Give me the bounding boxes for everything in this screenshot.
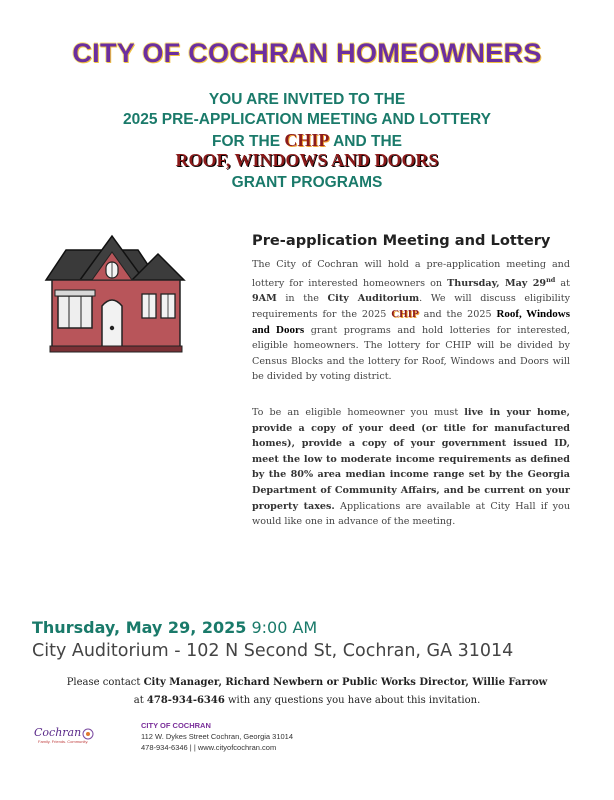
p1-chip: CHIP [391,307,419,320]
contact-text-d: with any questions you have about this invitation. [224,695,481,706]
footer-info [141,720,293,753]
contact-phone: 478-934-6346 [146,695,225,706]
section-title: Pre-application Meeting and Lottery [252,232,551,249]
p2-text-c: Applications are available at City Hall if you would like one in advance of the meeting. [252,500,570,528]
paragraph-eligibility [252,405,570,530]
invite-line-3 [0,130,614,152]
contact-names: City Manager, Richard Newbern or Public Works Director, Willie Farrow [143,677,548,688]
p1-text-d: . We will discuss eligibility requirements for the 2025 [252,293,571,320]
p2-text-a: To be an eligible homeowner you must [252,407,465,418]
chip-label: CHIP [284,130,330,150]
p1-place: City Auditorium [327,293,420,305]
p1-time: 9AM [252,293,277,305]
p1-date-suffix: nd [546,275,556,284]
p2-requirements: live in your home, provide a copy of your deed (or title for manufactured homes), provide a copy of your government issued ID, meet the low to moderate income requirements as defined by the 80% area median income range set by the Georgia Department of Community Affairs, and be current on your property taxes. [252,407,570,512]
contact-line-2 [0,692,614,709]
logo-tagline: Family. Friends. Community. [38,739,89,744]
p1-text-a: The City of Cochran will hold a pre-application meeting and lottery for interested homeowners on [252,259,570,289]
invite-line-1: YOU ARE INVITED TO THE [208,91,406,108]
footer-address: 112 W. Dykes Street Cochran, Georgia 31014 [141,732,294,741]
page-title: CITY OF COCHRAN HOMEOWNERS [72,38,542,68]
contact-text-a: Please contact [66,677,144,688]
invite-line-3-post: AND THE [329,133,402,150]
p1-text-f: grant programs and hold lotteries for interested, eligible homeowners. The lottery for CHIP will be divided by Census Blocks and the lottery for Roof, Windows and Doors will be divided by voting district. [252,324,570,383]
contact-text-c: at [133,695,147,706]
event-location: City Auditorium - 102 N Second St, Cochran, GA 31014 [32,641,514,661]
p1-text-e: and the 2025 [418,308,497,320]
cochran-logo [34,726,94,750]
logo-flower-icon [82,728,94,740]
p1-date: Thursday, May 29 [447,277,547,289]
p1-text-b: at [555,277,570,289]
paragraph-meeting-details [252,257,570,385]
p1-rwd: Roof, Windows and Doors [252,307,570,336]
logo-text: Cochran [34,726,82,739]
footer-org: CITY OF COCHRAN [141,721,211,730]
contact-line-1 [0,674,614,691]
house-illustration [40,228,190,356]
event-date: Thursday, May 29, 2025 [32,618,247,637]
footer-phone-web: 478-934-6346 | | www.cityofcochran.com [141,743,277,752]
event-time: 9:00 AM [246,618,318,637]
event-datetime [32,618,317,637]
roof-windows-doors-label: ROOF, WINDOWS AND DOORS [175,150,439,170]
invite-line-3-pre: FOR THE [212,133,285,150]
invite-line-5: GRANT PROGRAMS [231,174,383,191]
invite-line-2: 2025 PRE-APPLICATION MEETING AND LOTTERY [122,111,492,128]
p1-text-c: in the [276,293,328,305]
